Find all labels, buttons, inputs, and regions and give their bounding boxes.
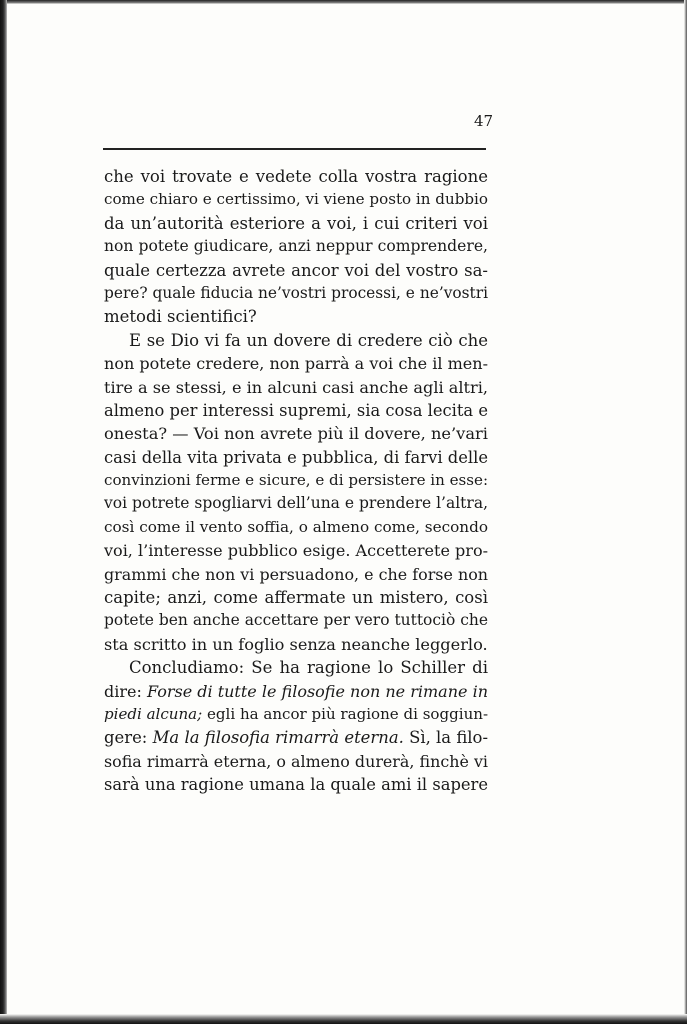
text-line: onesta? — Voi non avrete più il dovere, ne’vari xyxy=(104,424,488,444)
text-line: voi potrete spogliarvi dell’una e prendere l’altra, xyxy=(104,494,488,513)
text-line: sta scritto in un foglio senza neanche leggerlo. xyxy=(104,634,488,654)
page-number: 47 xyxy=(474,112,494,130)
schiller-quote-part-3: Ma la filosofia rimarrà eterna. xyxy=(152,728,404,748)
text-line: come chiaro e certissimo, vi viene posto in dubbio xyxy=(104,190,488,209)
body-text xyxy=(104,165,488,797)
quote-line-lead: gere: xyxy=(104,728,153,748)
text-line: metodi scientifici? xyxy=(104,307,257,327)
schiller-quote-part-1: Forse di tutte le filosofie non ne rimane in xyxy=(146,681,489,701)
quote-line xyxy=(104,726,488,749)
text-line: capite; anzi, come affermate un mistero, così xyxy=(104,588,488,608)
text-line: sofia rimarrà eterna, o almeno durerà, finchè vi xyxy=(104,751,488,771)
text-line: potete ben anche accettare per vero tuttociò che xyxy=(104,611,488,630)
text-line: pere? quale fiducia ne’vostri processi, e ne’vostri xyxy=(104,283,488,302)
paragraph-start-line: E se Dio vi fa un dovere di credere ciò che xyxy=(129,330,488,350)
quote-line-lead: dire: xyxy=(104,681,147,701)
quote-line xyxy=(104,680,488,703)
text-line: convinzioni ferme e sicure, e di persistere in esse: xyxy=(104,471,489,490)
page-binding-edge xyxy=(0,0,7,1024)
page-bottom-edge xyxy=(0,1014,687,1024)
text-line: almeno per interessi supremi, sia cosa lecita e xyxy=(104,400,488,420)
text-line: voi, l’interesse pubblico esige. Accetterete pro- xyxy=(104,541,488,561)
text-line: quale certezza avrete ancor voi del vostro sa- xyxy=(104,260,488,280)
quote-line-tail: Sì, la filo- xyxy=(403,728,488,748)
text-line: così come il vento soffia, o almeno come, secondo xyxy=(104,517,488,536)
header-rule xyxy=(103,148,486,150)
schiller-quote-part-2: piedi alcuna; xyxy=(104,704,203,723)
text-line: da un’autorità esteriore a voi, i cui criteri voi xyxy=(104,213,488,233)
text-line: che voi trovate e vedete colla vostra ragione xyxy=(104,167,488,186)
page-top-edge xyxy=(0,0,687,4)
paragraph-start-line: Concludiamo: Se ha ragione lo Schiller di xyxy=(129,658,488,678)
text-line: casi della vita privata e pubblica, di farvi delle xyxy=(104,447,488,467)
text-line: non potete credere, non parrà a voi che il men- xyxy=(104,354,488,374)
text-line: tire a se stessi, e in alcuni casi anche agli altri, xyxy=(104,377,488,397)
text-line: non potete giudicare, anzi neppur comprendere, xyxy=(104,237,488,256)
quote-line-tail: egli ha ancor più ragione di soggiun- xyxy=(202,704,489,723)
text-line: grammi che non vi persuadono, e che forse non xyxy=(104,564,488,584)
text-line: sarà una ragione umana la quale ami il sapere xyxy=(104,775,488,795)
quote-line xyxy=(104,703,488,726)
